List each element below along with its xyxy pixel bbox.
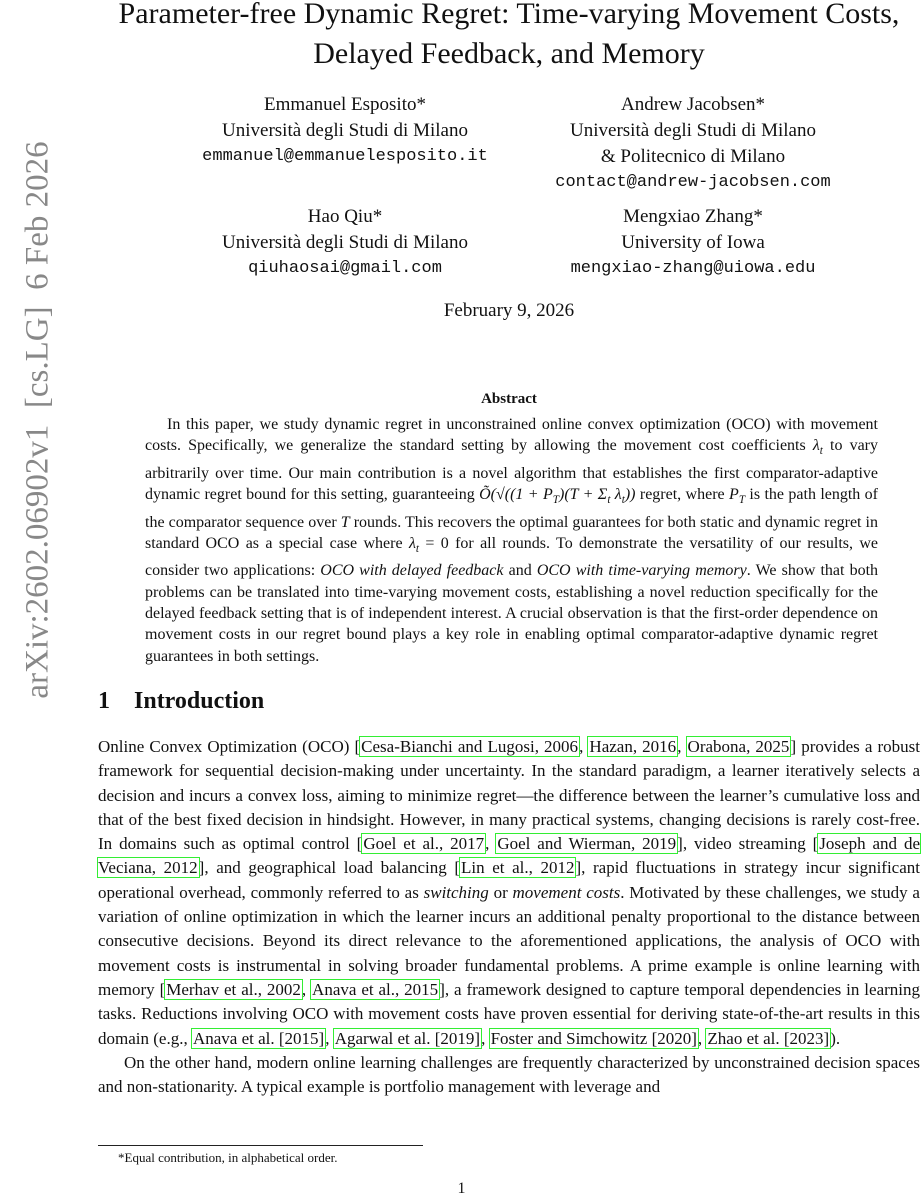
text-run: . We show that both problems can be translated into time-varying movement costs, establishing a novel reduction specifically for the delayed feedback setting that is of independent interest. A crucial observation is that the first-order dependence on movement costs in our regret bound plays a key role in enabling optimal comparator-adaptive dynamic regret guarantees in both settings. (145, 562, 879, 665)
author-affiliation: Università degli Studi di Milano (222, 232, 468, 253)
math-expression (812, 437, 823, 458)
text-run: , (579, 737, 589, 756)
math-expression (625, 486, 636, 503)
emphasis-text: OCO with delayed feedback (320, 562, 504, 580)
math-symbol: )) (624, 486, 636, 504)
author-affiliation: & Politecnico di Milano (600, 146, 786, 167)
text-run: ], and geographical load balancing [ (198, 858, 460, 878)
citation-link[interactable]: Merhav et al., 2002 (166, 979, 301, 999)
math-symbol: )(T + Σ (558, 486, 608, 504)
text-run: and (503, 562, 537, 580)
text-run: , (677, 737, 687, 756)
paper-date: February 9, 2026 (443, 300, 575, 321)
citation-link[interactable]: Cesa-Bianchi and Lugosi, 2006 (361, 737, 579, 756)
citation-link[interactable]: Hazan, 2016 (589, 737, 677, 756)
citation-link[interactable]: Anava et al., 2015 (312, 979, 439, 999)
text-run: ], rapid fluctuations in strategy incur significant operational overhead, commonly referred to as (98, 858, 920, 902)
math-symbol: λ (812, 437, 820, 455)
citation-link[interactable]: Foster and Simchowitz [2020] (490, 1028, 697, 1048)
emphasis-text: movement costs (512, 882, 621, 902)
text-run: ], a framework designed to capture temporal dependencies in learning tasks. Reductions involving OCO with movement costs have proven essential for deriving state-of-the-art results in this domain (e.g., (98, 979, 920, 1048)
citation-link[interactable]: Joseph and de Veciana, 2012 (98, 834, 920, 878)
author-name: Hao Qiu* (307, 206, 383, 227)
page-number: 1 (457, 1180, 466, 1197)
author-affiliation: Università degli Studi di Milano (222, 120, 468, 141)
text-run: ], video streaming [ (677, 834, 819, 854)
paper-title (98, 0, 920, 74)
author-email[interactable]: qiuhaosai@gmail.com (248, 259, 442, 278)
citation-link[interactable]: Goel and Wierman, 2019 (497, 834, 677, 854)
text-run: , (301, 979, 312, 999)
math-expression (729, 486, 746, 507)
text-run: On the other hand, modern online learning challenges are frequently characterized by unconstrained decision spaces and non-stationarity. A typical example is portfolio management with leverage and (98, 1052, 920, 1097)
text-run: ). (830, 1028, 841, 1048)
text-run: Online Convex Optimization (OCO) [ (98, 737, 361, 756)
footnote: *Equal contribution, in alphabetical order. (118, 1150, 338, 1165)
math-subscript: t (819, 445, 823, 458)
abstract-heading: Abstract (481, 391, 537, 407)
math-expression (341, 514, 350, 531)
math-symbol: λ (610, 486, 622, 504)
footnote-rule (98, 1145, 423, 1146)
text-run: . Motivated by these challenges, we study a variation of online optimization in which the learner incurs an additional penalty proportional to the distance between consecutive decisions. Beyond its direct relevance to the aforementioned applications, the analysis of OCO with movement costs is instrumental in solving broader fundamental problems. A prime example is online learning with memory [ (98, 882, 920, 999)
arxiv-identifier: arXiv:2602.06902v1 [cs.LG] 6 Feb 2026 (19, 141, 56, 699)
math-symbol: Õ(√((1 + P (479, 486, 553, 504)
math-expression (610, 486, 621, 503)
text-run: ] provides a robust framework for sequential decision-making under uncertainty. In the standard paradigm, a learner iteratively selects a decision and incurs a convex loss, aiming to minimize regret—the difference between the learner’s cumulative loss and that of the best fixed decision in hindsight. However, in many practical systems, changing decisions is rarely cost-free. In domains such as optimal control [ (98, 737, 920, 854)
text-run: , (325, 1028, 334, 1048)
citation-link[interactable]: Zhao et al. [2023] (707, 1028, 830, 1048)
math-subscript: t (607, 494, 611, 507)
text-run: is the path length of the comparator sequence over (145, 486, 879, 531)
author-email[interactable]: mengxiao-zhang@uiowa.edu (570, 259, 816, 278)
math-expression (479, 486, 553, 503)
text-run: to vary arbitrarily over time. Our main contribution is a novel algorithm that establishes the first comparator-adaptive dynamic regret bound for this setting, guaranteeing (145, 437, 879, 504)
emphasis-text: OCO with time-varying memory (536, 562, 747, 580)
text-run: regret, where (635, 486, 730, 504)
author-email[interactable]: emmanuel@emmanuelesposito.it (202, 147, 488, 166)
citation-link[interactable]: Orabona, 2025 (687, 737, 790, 756)
abstract-text (145, 414, 878, 667)
text-run: , (481, 1028, 490, 1048)
section-title: Introduction (134, 688, 265, 714)
author-block (155, 204, 535, 282)
citation-link[interactable]: Goel et al., 2017 (363, 834, 485, 854)
math-subscript: T (552, 494, 559, 507)
author-block (503, 92, 883, 196)
math-symbol: T (340, 513, 350, 531)
author-block (155, 92, 535, 170)
citation-link[interactable]: Agarwal et al. [2019] (334, 1028, 481, 1048)
math-expression (408, 534, 419, 556)
section-number: 1 (98, 688, 110, 714)
author-name: Emmanuel Esposito* (263, 94, 426, 115)
text-run: In this paper, we study dynamic regret in unconstrained online convex optimization (OCO) with movement costs. Specifically, we generalize the standard setting by allowing the movement cost coefficients (145, 416, 878, 455)
author-affiliation: Università degli Studi di Milano (570, 120, 816, 141)
body-text (98, 735, 920, 1099)
title-line: Parameter-free Dynamic Regret: Time-varying Movement Costs, (118, 0, 900, 30)
text-run: , (697, 1028, 707, 1048)
author-affiliation: University of Iowa (621, 232, 765, 253)
author-name: Mengxiao Zhang* (623, 206, 763, 227)
math-expression (559, 486, 607, 503)
math-symbol: λ (408, 534, 416, 552)
author-block (503, 204, 883, 282)
text-run: or (488, 882, 513, 902)
text-run: , (485, 834, 497, 854)
math-subscript: T (738, 494, 746, 507)
math-symbol: P (729, 486, 739, 504)
emphasis-text: switching (423, 882, 489, 902)
author-email[interactable]: contact@andrew-jacobsen.com (555, 173, 831, 192)
title-line: Delayed Feedback, and Memory (313, 37, 705, 70)
text-run: = 0 for all rounds. To demonstrate the versatility of our results, we consider two applications: (145, 534, 879, 580)
math-subscript: t (415, 543, 419, 556)
paragraph (98, 1051, 920, 1100)
citation-link[interactable]: Lin et al., 2012 (461, 858, 575, 878)
math-subscript: t (621, 494, 625, 507)
paragraph (98, 735, 920, 1051)
text-run: rounds. This recovers the optimal guarantees for both static and dynamic regret in standard OCO as a special case where (145, 513, 878, 552)
citation-link[interactable]: Anava et al. [2015] (192, 1028, 325, 1048)
author-name: Andrew Jacobsen* (620, 94, 766, 115)
section-heading (98, 688, 264, 715)
